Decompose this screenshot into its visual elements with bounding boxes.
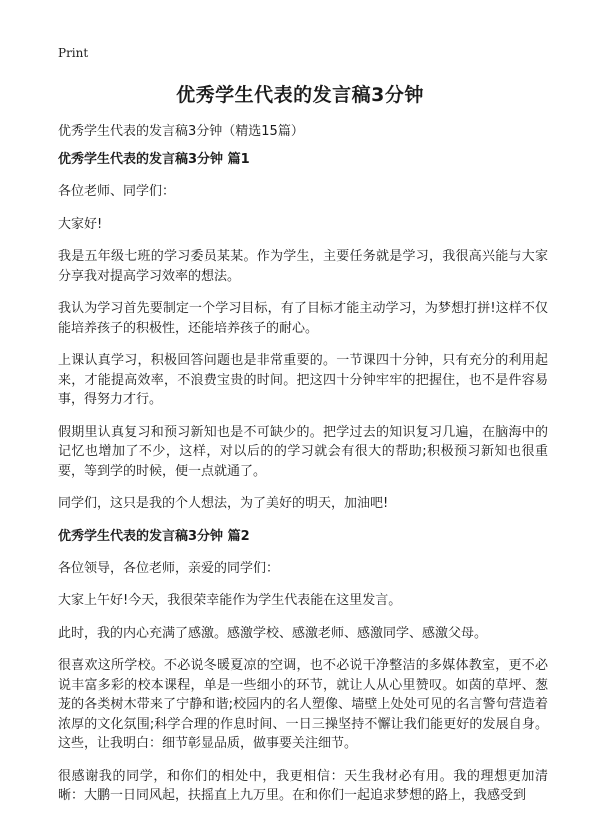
print-link[interactable]: Print bbox=[58, 46, 89, 60]
paragraph: 我是五年级七班的学习委员某某。作为学生，主要任务就是学习，我很高兴能与大家分享我对提高学习效率的想法。 bbox=[58, 249, 548, 284]
document-title: 优秀学生代表的发言稿3分钟 bbox=[176, 84, 424, 106]
paragraph: 此时，我的内心充满了感激。感激学校、感激老师、感激同学、感激父母。 bbox=[58, 625, 488, 641]
section bbox=[58, 527, 548, 806]
paragraph: 各位领导，各位老师，亲爱的同学们： bbox=[58, 560, 280, 576]
section-heading: 优秀学生代表的发言稿3分钟 篇1 bbox=[58, 152, 250, 167]
paragraph: 很喜欢这所学校。不必说冬暖夏凉的空调，也不必说干净整洁的多媒体教室，更不必说丰富多彩的校本课程，单是一些细小的环节，就让人从心里赞叹。如茵的草坪、葱茏的各类树木带来了宁静和谐;校园内的名人塑像、墙壁上处处可见的名言警句营造着浓厚的文化氛围;科学合理的作息时间、一日三操坚持不懈让我们能更好的发展自身。这些，让我明白：细节彰显品质，做事要关注细节。 bbox=[58, 658, 548, 751]
paragraph: 很感谢我的同学，和你们的相处中，我更相信：天生我材必有用。我的理想更加清晰：大鹏一日同风起，扶摇直上九万里。在和你们一起追求梦想的路上，我感受到 bbox=[58, 768, 548, 803]
paragraph: 我认为学习首先要制定一个学习目标，有了目标才能主动学习，为梦想打拼!这样不仅能培养孩子的积极性，还能培养孩子的耐心。 bbox=[58, 301, 548, 336]
section-heading: 优秀学生代表的发言稿3分钟 篇2 bbox=[58, 528, 250, 544]
section bbox=[58, 150, 548, 514]
document-body bbox=[58, 150, 548, 819]
paragraph: 大家好! bbox=[58, 216, 103, 232]
paragraph: 同学们，这只是我的个人想法，为了美好的明天，加油吧! bbox=[58, 496, 389, 511]
paragraph: 假期里认真复习和预习新知也是不可缺少的。把学过去的知识复习几遍，在脑海中的记忆也增加了不少，这样，对以后的的学习就会有很大的帮助;积极预习新知也很重要，等到学的时候，便一点就通了。 bbox=[58, 424, 548, 479]
paragraph: 各位老师、同学们： bbox=[58, 184, 176, 199]
paragraph: 大家上午好!今天，我很荣幸能作为学生代表能在这里发言。 bbox=[58, 593, 402, 608]
paragraph: 上课认真学习，积极回答问题也是非常重要的。一节课四十分钟，只有充分的利用起来，才能提高效率，不浪费宝贵的时间。把这四十分钟牢牢的把握住，也不是件容易事，得努力才行。 bbox=[58, 353, 548, 407]
document-subtitle: 优秀学生代表的发言稿3分钟（精选15篇） bbox=[58, 124, 304, 139]
